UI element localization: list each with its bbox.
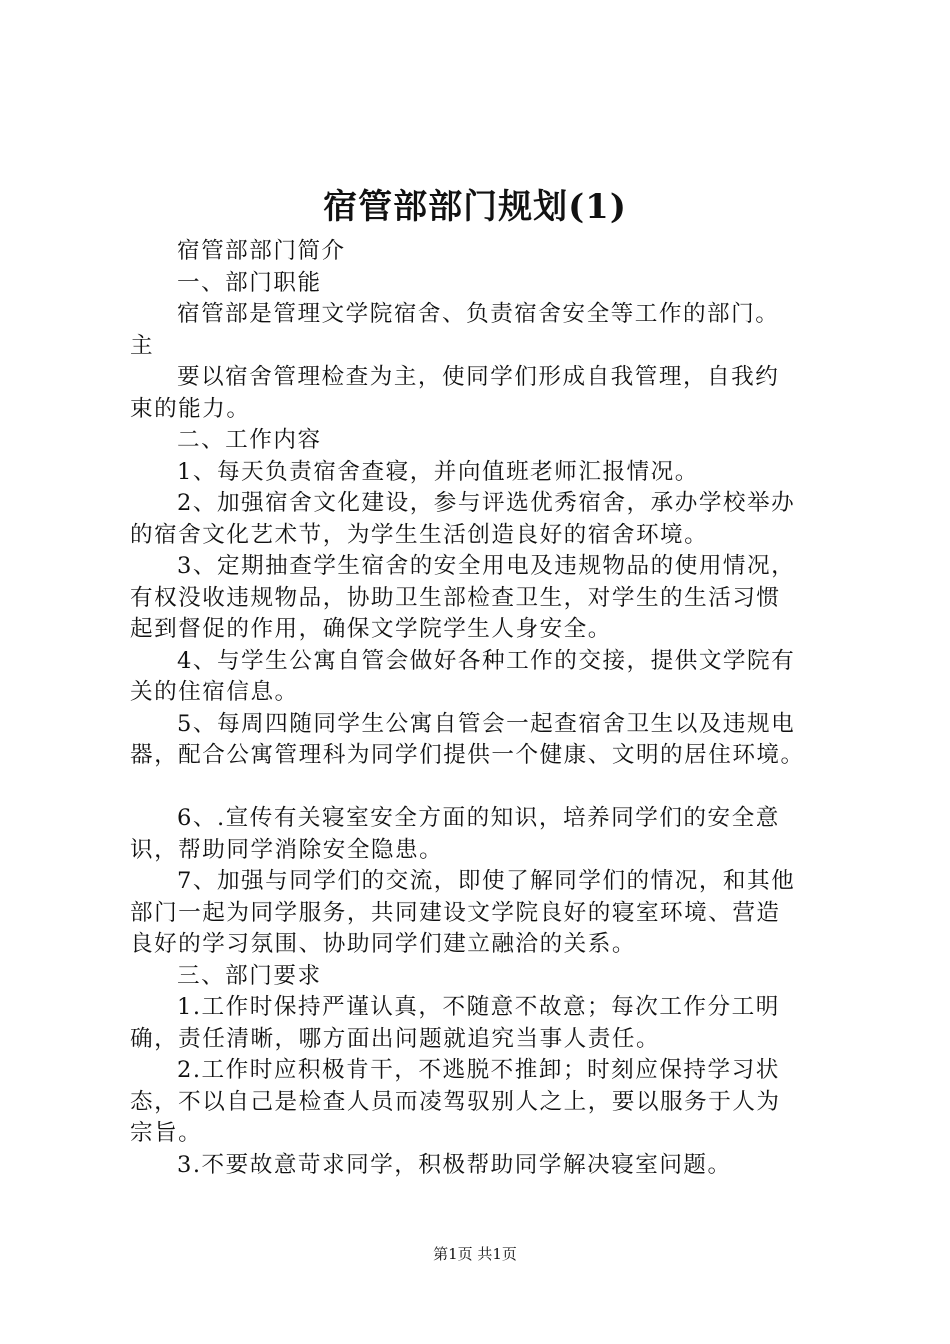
document-title: 宿管部部门规划(1) [323, 187, 627, 227]
requirement-line: 态，不以自己是检查人员而凌驾驭别人之上，要以服务于人为 [130, 1088, 781, 1115]
requirement-line: 1.工作时保持严谨认真，不随意不故意；每次工作分工明 [177, 994, 780, 1020]
section-heading-requirements: 三、部门要求 [177, 962, 322, 989]
work-item-line: 关的住宿信息。 [130, 679, 299, 705]
work-item-line: 起到督促的作用，确保文学院学生人身安全。 [130, 616, 612, 642]
work-item-line: 部门一起为同学服务，共同建设文学院良好的寝室环境、营造 [130, 899, 781, 926]
function-text-line: 束的能力。 [130, 395, 251, 422]
work-item-line: 良好的学习氛围、协助同学们建立融洽的关系。 [130, 931, 636, 957]
requirement-line: 2.工作时应积极肯干，不逃脱不推卸；时刻应保持学习状 [177, 1057, 780, 1083]
function-text-line: 要以宿舍管理检查为主，使同学们形成自我管理，自我约 [177, 364, 780, 390]
section-heading-functions: 一、部门职能 [177, 269, 322, 296]
work-item-line: 器，配合公寓管理科为同学们提供一个健康、文明的居住环境。 [130, 742, 805, 768]
work-item-line: 2、加强宿舍文化建设，参与评选优秀宿舍，承办学校举办 [177, 490, 796, 516]
work-item-line: 5、每周四随同学生公寓自管会一起查宿舍卫生以及违规电 [177, 710, 796, 737]
work-item-line: 4、与学生公寓自管会做好各种工作的交接，提供文学院有 [177, 647, 796, 674]
work-item-line: 1、每天负责宿舍查寝，并向值班老师汇报情况。 [177, 458, 699, 485]
document-body [130, 236, 840, 1181]
paragraph-gap [130, 772, 840, 804]
work-item-line: 7、加强与同学们的交流，即使了解同学们的情况，和其他 [177, 868, 796, 894]
requirement-line: 3.不要故意苛求同学，积极帮助同学解决寝室问题。 [177, 1151, 732, 1178]
intro-heading: 宿管部部门简介 [177, 238, 346, 264]
work-item-line: 的宿舍文化艺术节，为学生生活创造良好的宿舍环境。 [130, 521, 709, 548]
work-item-line: 3、定期抽查学生宿舍的安全用电及违规物品的使用情况， [177, 553, 796, 579]
function-text-line: 主 [130, 332, 155, 359]
work-item-line: 识，帮助同学消除安全隐患。 [130, 836, 444, 863]
work-item-line: 6、.宣传有关寝室安全方面的知识，培养同学们的安全意 [177, 805, 780, 831]
function-text-line: 宿管部是管理文学院宿舍、负责宿舍安全等工作的部门。 [177, 301, 780, 327]
work-item-line: 有权没收违规物品，协助卫生部检查卫生，对学生的生活习惯 [130, 584, 781, 611]
requirement-line: 确，责任清晰，哪方面出问题就追究当事人责任。 [130, 1025, 661, 1052]
page-footer: 第1页 共1页 [433, 1245, 517, 1263]
section-heading-work-content: 二、工作内容 [177, 427, 322, 453]
requirement-line: 宗旨。 [130, 1120, 203, 1146]
